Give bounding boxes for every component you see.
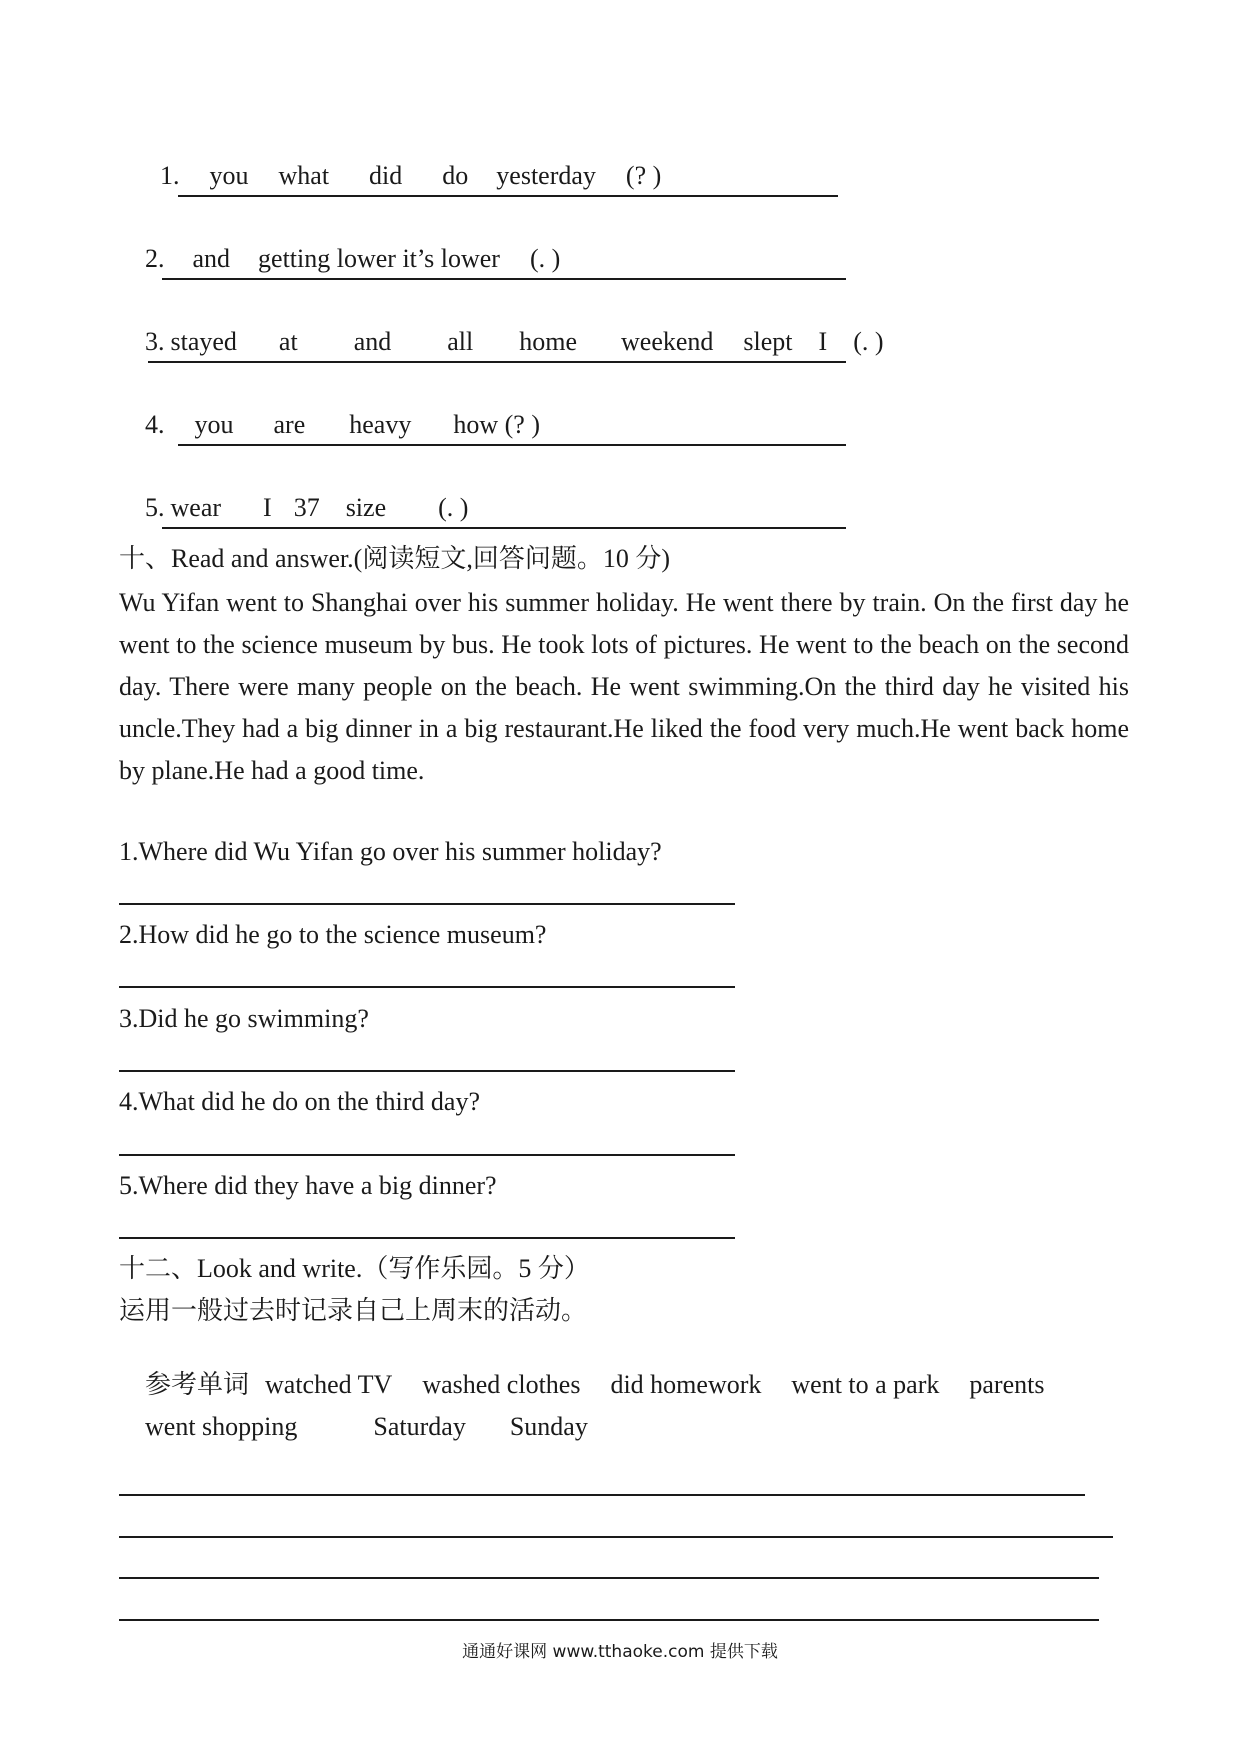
word: stayed [170, 327, 237, 356]
answer-line[interactable] [162, 278, 846, 280]
answer-line[interactable] [119, 1237, 735, 1239]
word: you [209, 161, 249, 190]
word: at [278, 327, 298, 356]
writing-line[interactable] [119, 1536, 1113, 1538]
answer-line[interactable] [178, 444, 846, 446]
answer-line[interactable] [119, 986, 735, 988]
reading-question-3: 3.Did he go swimming? [119, 1004, 369, 1033]
writing-line[interactable] [119, 1619, 1099, 1621]
word: how (? ) [453, 410, 540, 439]
item-number: 4. [145, 410, 165, 439]
reference-word: parents [969, 1370, 1045, 1399]
answer-line[interactable] [119, 1154, 735, 1156]
reference-word: did homework [610, 1370, 762, 1399]
word: what [278, 161, 330, 190]
word: and [353, 327, 392, 356]
reorder-item-3 [119, 294, 884, 390]
word: getting lower it’s lower [258, 244, 500, 273]
reference-word: Sunday [509, 1412, 588, 1441]
reorder-item-4 [119, 377, 540, 473]
reference-word: Saturday [373, 1412, 466, 1441]
word: I [818, 327, 828, 356]
answer-line[interactable] [178, 195, 838, 197]
reading-section-heading: 十、Read and answer.(阅读短文,回答问题。10 分) [119, 544, 670, 573]
writing-line[interactable] [119, 1577, 1099, 1579]
answer-line[interactable] [119, 903, 735, 905]
word: 37 [293, 493, 320, 522]
word: (. ) [438, 493, 469, 522]
reading-question-4: 4.What did he do on the third day? [119, 1087, 481, 1116]
reorder-item-2 [119, 211, 560, 307]
word: heavy [349, 410, 412, 439]
word: yesterday [496, 161, 596, 190]
word: (? ) [625, 161, 662, 190]
writing-line[interactable] [119, 1494, 1085, 1496]
word: weekend [621, 327, 714, 356]
item-number: 2. [145, 244, 165, 273]
word: you [194, 410, 234, 439]
footer-credit: 通通好课网 www.tthaoke.com 提供下载 [462, 1642, 778, 1662]
reorder-item-5 [119, 460, 468, 556]
reading-question-1: 1.Where did Wu Yifan go over his summer holiday? [119, 837, 662, 866]
word: are [273, 410, 306, 439]
word: wear [170, 493, 222, 522]
item-number: 5. [145, 493, 165, 522]
word: (. ) [529, 244, 561, 273]
reference-word: went shopping [145, 1412, 298, 1441]
word: I [263, 493, 272, 522]
word: and [192, 244, 231, 273]
word: did [369, 161, 403, 190]
word: home [519, 327, 577, 356]
word: do [442, 161, 469, 190]
answer-line[interactable] [148, 361, 846, 363]
word: (. ) [853, 327, 884, 356]
reference-word: watched TV [265, 1370, 393, 1399]
reading-passage: Wu Yifan went to Shanghai over his summer holiday. He went there by train. On the first day he went to the science museum by bus. He took lots of pictures. He went to the beach on the second day. There were many people on the beach. He went swimming.On the third day he visited his uncle.They had a big dinner in a big restaurant.He liked the food very much.He went back home by plane.He had a good time. [119, 588, 1129, 785]
reference-word: went to a park [791, 1370, 940, 1399]
reference-words-line-2 [119, 1379, 588, 1475]
reference-word: washed clothes [422, 1370, 581, 1399]
word: size [345, 493, 387, 522]
writing-section-heading: 十二、Look and write.（写作乐园。5 分） [119, 1254, 590, 1283]
item-number: 3. [145, 327, 165, 356]
writing-instruction: 运用一般过去时记录自己上周末的活动。 [119, 1296, 588, 1325]
answer-line[interactable] [119, 1070, 735, 1072]
item-number: 1. [160, 161, 180, 190]
answer-line[interactable] [162, 527, 846, 529]
word: all [447, 327, 474, 356]
word: slept [743, 327, 793, 356]
reading-question-5: 5.Where did they have a big dinner? [119, 1171, 497, 1200]
reading-question-2: 2.How did he go to the science museum? [119, 920, 547, 949]
reference-label: 参考单词 [145, 1370, 250, 1399]
reorder-item-1 [134, 128, 661, 224]
